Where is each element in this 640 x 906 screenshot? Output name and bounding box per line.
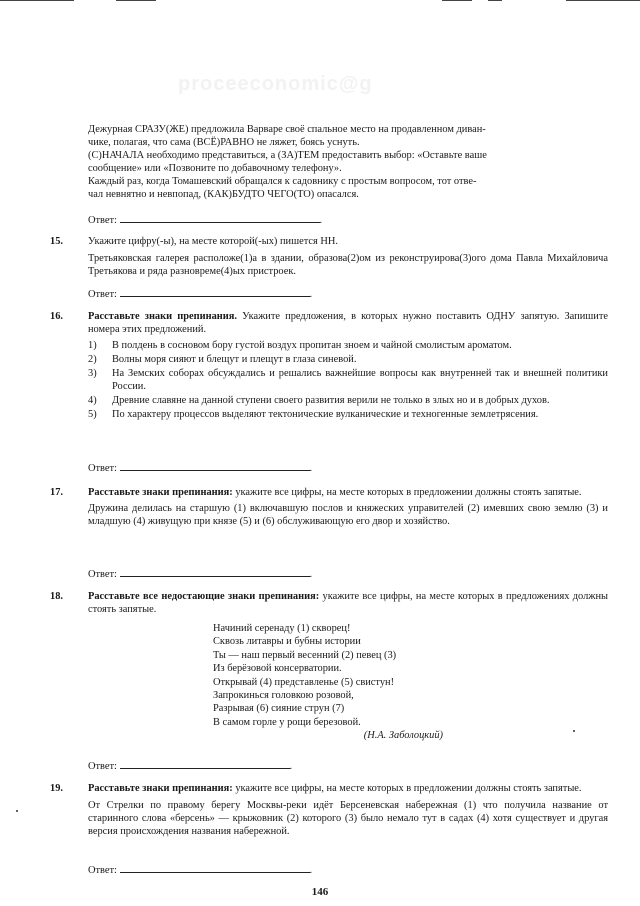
answer-16: Ответ: . <box>88 460 312 475</box>
watermark: proceeconomic@g <box>178 73 373 95</box>
task-instruction-bold: Расставьте знаки препинания: <box>88 487 233 498</box>
answer-19: Ответ: . <box>88 862 312 877</box>
task-instruction <box>88 310 608 336</box>
item-text: Волны моря сияют и блещут и плещут в глаза синевой. <box>112 354 357 365</box>
item-number: 5) <box>88 409 97 420</box>
task-instruction <box>88 782 608 795</box>
list-item <box>88 394 608 407</box>
list-item <box>88 339 608 352</box>
task-text: От Стрелки по правому берегу Москвы-реки идёт Берсеневская набережная (1) что получила название от старинного слова «берсень» — крыжовник (2) которого (3) было немало тут в садах (4) хотя существует и другая версия происхождения названия набережной. <box>88 800 608 837</box>
task-number: 16. <box>50 311 63 322</box>
answer-14: Ответ: . <box>88 212 322 227</box>
list-item <box>88 408 608 421</box>
item-text: В полдень в сосновом бору густой воздух пропитан зноем и чайной смолистым ароматом. <box>112 340 512 351</box>
task-instruction: Укажите цифру(-ы), на месте которой(-ых) пишется НН. <box>88 236 338 247</box>
task-number: 19. <box>50 783 63 794</box>
task-text: Третьяковская галерея расположе(1)а в здании, образова(2)ом из реконструирова(3)ого дома Павла Михайловича Третьякова и ряда разновреме(4)ых пристроек. <box>88 253 608 277</box>
answer-15: Ответ: . <box>88 286 312 301</box>
item-number: 1) <box>88 340 97 351</box>
item-text: На Земских соборах обсуждались и решались важнейшие вопросы как внутренней так и внешней политики России. <box>112 368 608 392</box>
task-instruction-rest: укажите все цифры, на месте которых в предложениях должны стоять запятые. <box>88 591 608 615</box>
task-number: 15. <box>50 236 63 247</box>
answer-field[interactable] <box>120 286 310 297</box>
task-instruction-rest: Укажите предложения, в которых нужно поставить ОДНУ запятую. Запишите номера этих предложений. <box>88 311 608 335</box>
poem-line: Сквозь литавры и бубны истории <box>213 636 361 648</box>
answer-label: Ответ: <box>88 215 117 226</box>
intro-line: Дежурная СРАЗУ(ЖЕ) предложила Варваре своё спальное место на продавленном диван- <box>88 124 486 135</box>
task-number: 17. <box>50 487 63 498</box>
answer-18: Ответ: . <box>88 758 292 773</box>
poem-line: Начиний серенаду (1) скворец! <box>213 623 351 634</box>
item-text: По характеру процессов выделяют тектонические вулканические и техногенные землетрясения. <box>112 409 539 420</box>
page-number: 146 <box>311 886 329 898</box>
intro-line: чал невнятно и невпопад, (КАК)БУДТО ЧЕГО(ТО) опасался. <box>88 189 359 200</box>
task-text: Дружина делилась на старшую (1) включавшую послов и княжеских управителей (2) имевших свою землю (3) и младшую (4) живущую при князе (5) и (6) обслуживающую его двор и хозяйство. <box>88 503 608 527</box>
task-17 <box>88 486 608 528</box>
poem-line: Открывай (4) представленье (5) свистун! <box>213 676 395 688</box>
intro-line: сообщение» или «Позвоните по добавочному телефону». <box>88 163 342 174</box>
item-number: 4) <box>88 395 97 406</box>
answer-field[interactable] <box>120 566 310 577</box>
task-instruction <box>88 590 608 616</box>
poem-line: В самом горле у рощи березовой. <box>213 716 361 728</box>
task-instruction-rest: укажите все цифры, на месте которых в предложении должны стоять запятые. <box>232 783 582 794</box>
task-number: 18. <box>50 591 63 602</box>
poem-line: Запрокинься головкою розовой, <box>213 690 354 702</box>
task-instruction-rest: укажите все цифры, на месте которых в предложении должны стоять запятые. <box>232 487 582 498</box>
item-text: Древние славяне на данной ступени своего развития верили не только в злых но и в добрых духов. <box>112 395 550 406</box>
poem-line: Из берёзовой консерватории. <box>213 663 342 675</box>
answer-field[interactable] <box>120 212 320 223</box>
task-18 <box>88 590 608 616</box>
item-number: 2) <box>88 354 97 365</box>
answer-field[interactable] <box>120 758 290 769</box>
scan-speck <box>573 730 575 732</box>
task-instruction <box>88 486 608 499</box>
list-item <box>88 353 608 366</box>
top-rule-2 <box>116 0 156 1</box>
answer-label: Ответ: <box>88 761 117 772</box>
scan-speck <box>16 810 18 812</box>
answer-label: Ответ: <box>88 569 117 580</box>
task-14-sentences <box>88 123 608 201</box>
poem-line: Ты — наш первый весенний (2) певец (3) <box>213 649 397 661</box>
task-instruction-bold: Расставьте знаки препинания. <box>88 311 237 322</box>
answer-label: Ответ: <box>88 865 117 876</box>
poem-author: (Н.А. Заболоцкий) <box>363 730 443 742</box>
top-rule-5 <box>566 0 640 1</box>
sentence-list <box>88 339 608 421</box>
top-rule-4 <box>488 0 502 1</box>
task-instruction-bold: Расставьте знаки препинания: <box>88 783 233 794</box>
task-19 <box>88 782 608 838</box>
top-rule-1 <box>0 0 74 1</box>
list-item <box>88 367 608 393</box>
intro-line: Каждый раз, когда Томашевский обращался к садовнику с простым вопросом, тот отве- <box>88 176 477 187</box>
poem-line: Разрывая (6) сияние струн (7) <box>213 703 345 715</box>
task-15 <box>88 235 608 278</box>
answer-17: Ответ: . <box>88 566 312 581</box>
answer-label: Ответ: <box>88 463 117 474</box>
top-rule-3 <box>442 0 472 1</box>
poem <box>213 622 453 743</box>
intro-line: чике, полагая, что сама (ВСЁ)РАВНО не ляжет, боясь уснуть. <box>88 137 360 148</box>
task-instruction-bold: Расставьте все недостающие знаки препинания: <box>88 591 320 602</box>
item-number: 3) <box>88 368 97 379</box>
answer-field[interactable] <box>120 460 310 471</box>
answer-field[interactable] <box>120 862 310 873</box>
task-16 <box>88 310 608 422</box>
answer-label: Ответ: <box>88 289 117 300</box>
intro-line: (С)НАЧАЛА необходимо представиться, а (ЗА)ТЕМ предоставить выбор: «Оставьте ваше <box>88 150 487 161</box>
